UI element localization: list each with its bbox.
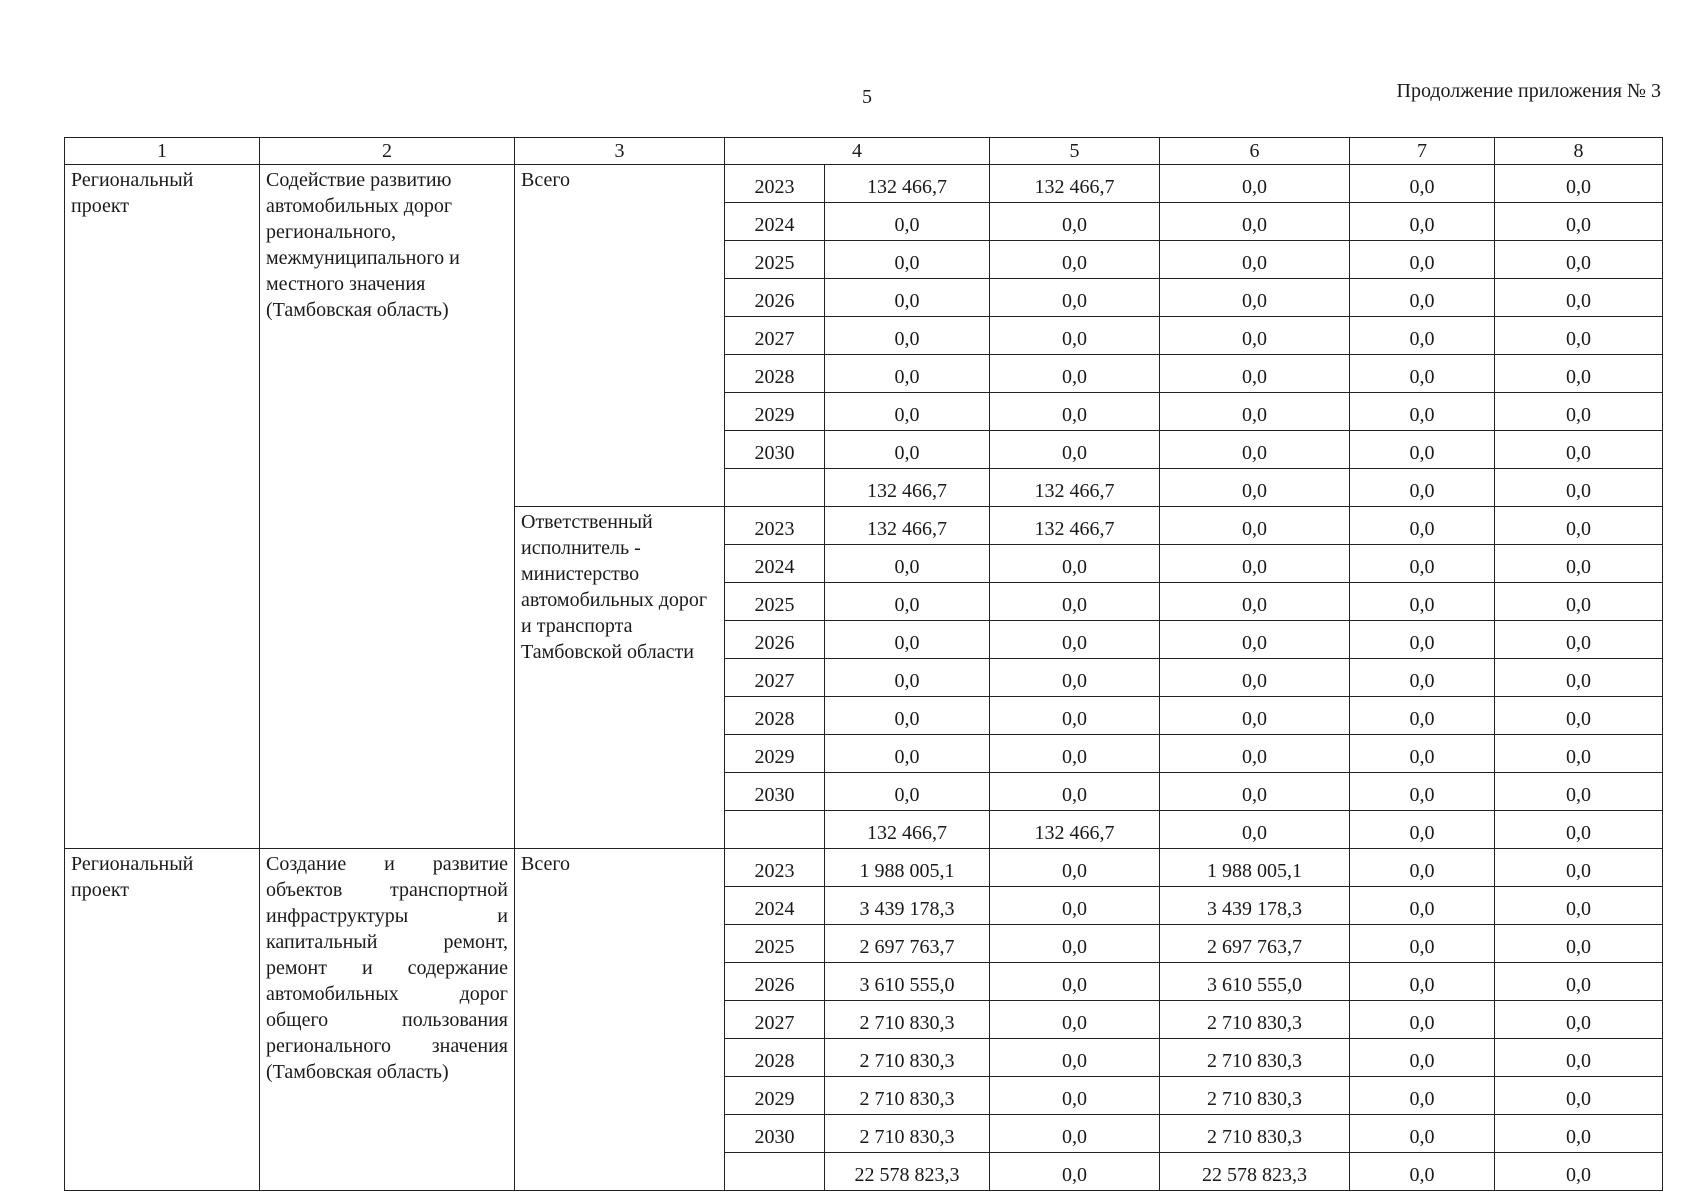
value-cell: 0,0 <box>990 963 1160 1001</box>
year-cell: 2029 <box>725 393 825 431</box>
column-header-4: 4 <box>725 138 990 165</box>
column-header-3: 3 <box>515 138 725 165</box>
value-cell: 0,0 <box>1495 887 1663 925</box>
year-cell: 2025 <box>725 583 825 621</box>
value-cell: 0,0 <box>825 583 990 621</box>
value-cell: 132 466,7 <box>825 165 990 203</box>
value-cell: 0,0 <box>1495 697 1663 735</box>
value-cell: 0,0 <box>1350 849 1495 887</box>
column-header-2: 2 <box>260 138 515 165</box>
project-description: Создание и развитие объектов транспортной инфраструктуры и капитальный ремонт, ремонт и содержание автомобильных дорог общего пользования регионального значения (Тамбовская область) <box>260 849 515 1191</box>
value-cell: 3 439 178,3 <box>1160 887 1350 925</box>
value-cell: 0,0 <box>825 317 990 355</box>
value-cell: 132 466,7 <box>825 507 990 545</box>
value-cell: 0,0 <box>1160 355 1350 393</box>
year-cell: 2027 <box>725 317 825 355</box>
value-cell: 132 466,7 <box>825 811 990 849</box>
value-cell: 0,0 <box>1350 811 1495 849</box>
value-cell: 0,0 <box>825 697 990 735</box>
column-header-6: 6 <box>1160 138 1350 165</box>
value-cell: 2 710 830,3 <box>1160 1115 1350 1153</box>
value-cell: 0,0 <box>1160 165 1350 203</box>
value-cell: 0,0 <box>990 545 1160 583</box>
value-cell: 0,0 <box>990 279 1160 317</box>
value-cell: 0,0 <box>1160 735 1350 773</box>
value-cell: 0,0 <box>825 735 990 773</box>
year-cell: 2026 <box>725 621 825 659</box>
value-cell: 0,0 <box>1495 241 1663 279</box>
value-cell: 0,0 <box>1495 317 1663 355</box>
value-cell: 0,0 <box>1350 241 1495 279</box>
value-cell: 132 466,7 <box>990 165 1160 203</box>
value-cell: 132 466,7 <box>990 469 1160 507</box>
value-cell: 0,0 <box>1350 621 1495 659</box>
value-cell: 0,0 <box>825 431 990 469</box>
value-cell: 0,0 <box>1160 203 1350 241</box>
value-cell: 2 697 763,7 <box>825 925 990 963</box>
value-cell: 0,0 <box>1495 507 1663 545</box>
value-cell: 0,0 <box>1160 317 1350 355</box>
page-number: 5 <box>862 86 872 108</box>
year-cell: 2023 <box>725 507 825 545</box>
column-header-5: 5 <box>990 138 1160 165</box>
value-cell: 0,0 <box>825 659 990 697</box>
value-cell: 0,0 <box>1495 773 1663 811</box>
value-cell: 1 988 005,1 <box>825 849 990 887</box>
total-year-cell <box>725 811 825 849</box>
value-cell: 0,0 <box>990 203 1160 241</box>
value-cell: 0,0 <box>990 849 1160 887</box>
value-cell: 0,0 <box>1350 469 1495 507</box>
value-cell: 0,0 <box>990 925 1160 963</box>
value-cell: 0,0 <box>1495 165 1663 203</box>
value-cell: 0,0 <box>990 697 1160 735</box>
value-cell: 0,0 <box>1495 469 1663 507</box>
value-cell: 0,0 <box>1350 583 1495 621</box>
value-cell: 0,0 <box>1350 317 1495 355</box>
value-cell: 0,0 <box>1350 431 1495 469</box>
value-cell: 0,0 <box>1495 431 1663 469</box>
value-cell: 0,0 <box>1495 1039 1663 1077</box>
value-cell: 0,0 <box>1350 1153 1495 1191</box>
value-cell: 0,0 <box>990 887 1160 925</box>
year-cell: 2026 <box>725 963 825 1001</box>
year-cell: 2030 <box>725 1115 825 1153</box>
funding-source: Всего <box>515 849 725 1191</box>
value-cell: 0,0 <box>1350 545 1495 583</box>
value-cell: 0,0 <box>1160 279 1350 317</box>
appendix-note: Продолжение приложения № 3 <box>1396 80 1661 102</box>
year-cell: 2026 <box>725 279 825 317</box>
value-cell: 0,0 <box>1495 583 1663 621</box>
value-cell: 0,0 <box>990 735 1160 773</box>
value-cell: 0,0 <box>1350 887 1495 925</box>
year-cell: 2025 <box>725 241 825 279</box>
year-cell: 2027 <box>725 659 825 697</box>
value-cell: 0,0 <box>990 583 1160 621</box>
value-cell: 22 578 823,3 <box>1160 1153 1350 1191</box>
value-cell: 0,0 <box>990 393 1160 431</box>
year-cell: 2029 <box>725 1077 825 1115</box>
value-cell: 0,0 <box>990 773 1160 811</box>
value-cell: 0,0 <box>990 241 1160 279</box>
value-cell: 0,0 <box>1350 659 1495 697</box>
value-cell: 0,0 <box>1495 963 1663 1001</box>
value-cell: 3 439 178,3 <box>825 887 990 925</box>
value-cell: 0,0 <box>990 317 1160 355</box>
value-cell: 2 710 830,3 <box>825 1039 990 1077</box>
value-cell: 0,0 <box>1495 811 1663 849</box>
value-cell: 0,0 <box>1350 925 1495 963</box>
value-cell: 2 697 763,7 <box>1160 925 1350 963</box>
value-cell: 0,0 <box>1350 507 1495 545</box>
value-cell: 0,0 <box>1350 735 1495 773</box>
value-cell: 22 578 823,3 <box>825 1153 990 1191</box>
value-cell: 0,0 <box>825 393 990 431</box>
value-cell: 0,0 <box>1495 203 1663 241</box>
value-cell: 2 710 830,3 <box>825 1077 990 1115</box>
value-cell: 0,0 <box>990 621 1160 659</box>
table-row <box>65 849 1663 887</box>
value-cell: 2 710 830,3 <box>1160 1001 1350 1039</box>
table-row <box>65 165 1663 203</box>
value-cell: 0,0 <box>1495 659 1663 697</box>
value-cell: 0,0 <box>1495 735 1663 773</box>
value-cell: 0,0 <box>1350 165 1495 203</box>
value-cell: 2 710 830,3 <box>825 1115 990 1153</box>
value-cell: 0,0 <box>1160 393 1350 431</box>
year-cell: 2028 <box>725 355 825 393</box>
value-cell: 0,0 <box>1350 697 1495 735</box>
value-cell: 0,0 <box>990 1153 1160 1191</box>
value-cell: 0,0 <box>990 1039 1160 1077</box>
value-cell: 2 710 830,3 <box>1160 1077 1350 1115</box>
table-body <box>65 165 1663 1191</box>
value-cell: 3 610 555,0 <box>1160 963 1350 1001</box>
value-cell: 0,0 <box>1160 773 1350 811</box>
value-cell: 0,0 <box>1495 355 1663 393</box>
column-header-row <box>65 138 1663 165</box>
value-cell: 0,0 <box>1160 507 1350 545</box>
year-cell: 2024 <box>725 545 825 583</box>
value-cell: 0,0 <box>990 659 1160 697</box>
project-category: Региональный проект <box>65 849 260 1191</box>
funding-source: Ответственный исполнитель - министерство автомобильных дорог и транспорта Тамбовской области <box>515 507 725 849</box>
value-cell: 0,0 <box>990 1001 1160 1039</box>
value-cell: 0,0 <box>825 773 990 811</box>
column-header-1: 1 <box>65 138 260 165</box>
value-cell: 0,0 <box>825 545 990 583</box>
value-cell: 0,0 <box>1495 849 1663 887</box>
value-cell: 132 466,7 <box>990 811 1160 849</box>
value-cell: 0,0 <box>1160 583 1350 621</box>
year-cell: 2023 <box>725 849 825 887</box>
value-cell: 0,0 <box>825 279 990 317</box>
value-cell: 2 710 830,3 <box>825 1001 990 1039</box>
value-cell: 0,0 <box>1350 773 1495 811</box>
year-cell: 2030 <box>725 431 825 469</box>
value-cell: 0,0 <box>1160 811 1350 849</box>
year-cell: 2024 <box>725 203 825 241</box>
value-cell: 0,0 <box>1350 1001 1495 1039</box>
value-cell: 0,0 <box>1495 1001 1663 1039</box>
year-cell: 2023 <box>725 165 825 203</box>
value-cell: 0,0 <box>1495 1153 1663 1191</box>
value-cell: 0,0 <box>1495 279 1663 317</box>
financing-table-wrapper <box>64 137 1662 1191</box>
value-cell: 0,0 <box>1495 621 1663 659</box>
year-cell: 2029 <box>725 735 825 773</box>
value-cell: 0,0 <box>1350 355 1495 393</box>
value-cell: 0,0 <box>1495 1077 1663 1115</box>
value-cell: 0,0 <box>1495 545 1663 583</box>
value-cell: 2 710 830,3 <box>1160 1039 1350 1077</box>
year-cell: 2027 <box>725 1001 825 1039</box>
value-cell: 0,0 <box>1160 545 1350 583</box>
column-header-7: 7 <box>1350 138 1495 165</box>
year-cell: 2028 <box>725 1039 825 1077</box>
funding-source: Всего <box>515 165 725 507</box>
project-description: Содействие развитию автомобильных дорог регионального, межмуниципального и местного значения (Тамбовская область) <box>260 165 515 849</box>
project-category: Региональный проект <box>65 165 260 849</box>
value-cell: 0,0 <box>825 621 990 659</box>
value-cell: 0,0 <box>1350 1115 1495 1153</box>
value-cell: 0,0 <box>1350 1039 1495 1077</box>
value-cell: 0,0 <box>1350 393 1495 431</box>
value-cell: 0,0 <box>1160 241 1350 279</box>
value-cell: 0,0 <box>1160 431 1350 469</box>
value-cell: 0,0 <box>1160 697 1350 735</box>
value-cell: 3 610 555,0 <box>825 963 990 1001</box>
value-cell: 0,0 <box>825 355 990 393</box>
value-cell: 0,0 <box>1350 1077 1495 1115</box>
year-cell: 2030 <box>725 773 825 811</box>
total-year-cell <box>725 1153 825 1191</box>
value-cell: 0,0 <box>1495 1115 1663 1153</box>
year-cell: 2028 <box>725 697 825 735</box>
value-cell: 0,0 <box>1350 203 1495 241</box>
value-cell: 0,0 <box>825 203 990 241</box>
value-cell: 1 988 005,1 <box>1160 849 1350 887</box>
value-cell: 132 466,7 <box>990 507 1160 545</box>
value-cell: 0,0 <box>1350 279 1495 317</box>
financing-table <box>64 137 1663 1191</box>
value-cell: 0,0 <box>825 241 990 279</box>
year-cell: 2024 <box>725 887 825 925</box>
value-cell: 132 466,7 <box>825 469 990 507</box>
value-cell: 0,0 <box>1160 621 1350 659</box>
total-year-cell <box>725 469 825 507</box>
value-cell: 0,0 <box>1495 925 1663 963</box>
value-cell: 0,0 <box>990 1077 1160 1115</box>
value-cell: 0,0 <box>990 1115 1160 1153</box>
value-cell: 0,0 <box>1160 469 1350 507</box>
value-cell: 0,0 <box>1160 659 1350 697</box>
column-header-8: 8 <box>1495 138 1663 165</box>
value-cell: 0,0 <box>1350 963 1495 1001</box>
value-cell: 0,0 <box>990 355 1160 393</box>
value-cell: 0,0 <box>990 431 1160 469</box>
year-cell: 2025 <box>725 925 825 963</box>
value-cell: 0,0 <box>1495 393 1663 431</box>
